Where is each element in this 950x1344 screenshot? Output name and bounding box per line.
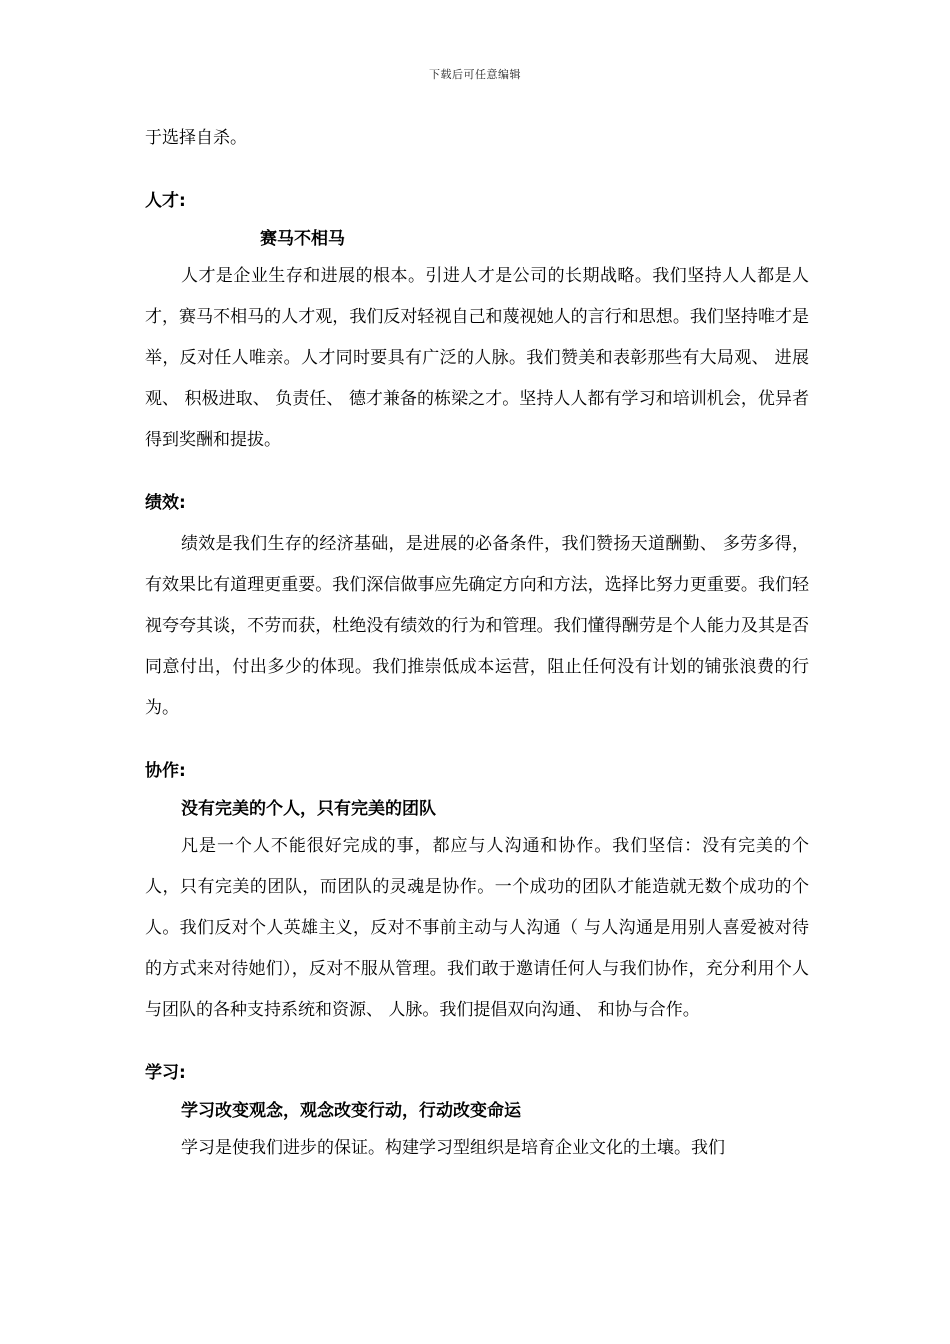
document-body [145, 118, 809, 1169]
spacer [145, 159, 809, 181]
spacer [145, 1031, 809, 1053]
intro-line: 于选择自杀。 [145, 128, 247, 148]
section-heading-cooperation: 协作: [145, 761, 186, 781]
header-note: 下载后可任意编辑 [429, 68, 521, 81]
section-body-cooperation: 凡是一个人不能很好完成的事，都应与人沟通和协作。我们坚信：没有完美的个人，只有完美的团队，而团队的灵魂是协作。一个成功的团队才能造就无数个成功的个人。我们反对个人英雄主义，反对不事前主动与人沟通（ 与人沟通是用别人喜爱被对待的方式来对待她们），反对不服从管理。我们敢于邀请任何人与我们协作，充分利用个人与团队的各种支持系统和资源、 人脉。我们提倡双向沟通、 和协与合作。 [145, 836, 809, 1020]
section-heading-talent: 人才: [145, 191, 186, 211]
section-body-performance: 绩效是我们生存的经济基础，是进展的必备条件，我们赞扬天道酬勤、 多劳多得，有效果比有道理更重要。我们深信做事应先确定方向和方法，选择比努力更重要。我们轻视夸夸其谈，不劳而获，杜绝没有绩效的行为和管理。我们懂得酬劳是个人能力及其是否同意付出，付出多少的体现。我们推崇低成本运营，阻止任何没有计划的铺张浪费的行为。 [145, 534, 809, 718]
spacer [145, 461, 809, 483]
spacer [145, 729, 809, 751]
section-subheading-cooperation: 没有完美的个人，只有完美的团队 [181, 799, 436, 819]
section-subheading-learning: 学习改变观念，观念改变行动，行动改变命运 [181, 1101, 521, 1121]
section-subheading-talent: 赛马不相马 [260, 229, 345, 249]
section-heading-learning: 学习: [145, 1063, 186, 1083]
section-body-learning: 学习是使我们进步的保证。构建学习型组织是培育企业文化的土壤。我们 [181, 1138, 725, 1158]
section-heading-performance: 绩效: [145, 493, 186, 513]
section-body-talent: 人才是企业生存和进展的根本。引进人才是公司的长期战略。我们坚持人人都是人才，赛马不相马的人才观，我们反对轻视自己和蔑视她人的言行和思想。我们坚持唯才是举，反对任人唯亲。人才同时要具有广泛的人脉。我们赞美和表彰那些有大局观、 进展观、 积极进取、 负责任、 德才兼备的栋梁之才。坚持人人都有学习和培训机会，优异者得到奖酬和提拔。 [145, 266, 809, 450]
